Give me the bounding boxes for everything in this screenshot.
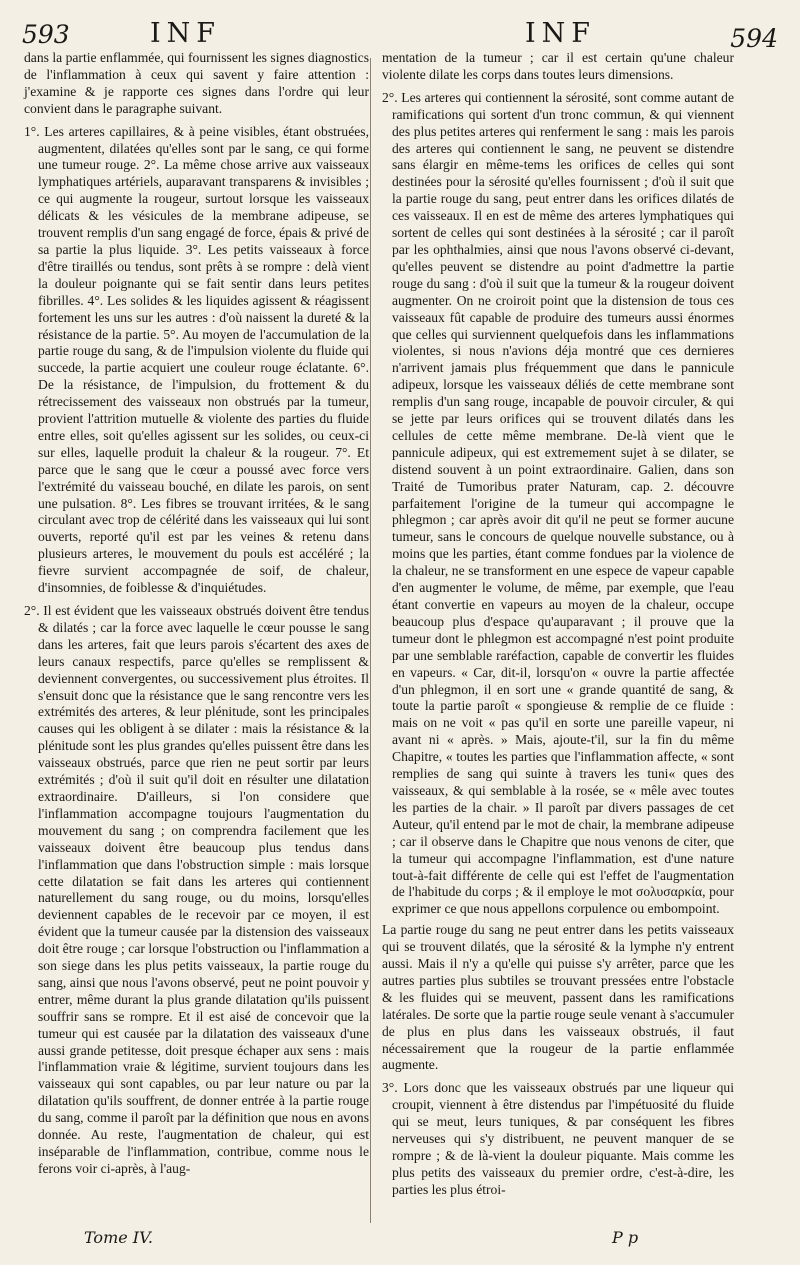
left-paragraph-1: 1°. Les arteres capillaires, & à peine visibles, étant obstruées, augmentent, dilatées qu'elles sont par le sang, ce qui forme une tumeur rouge. 2°. La même chose arrive aux vaisseaux lymphatiques artériels, auparavant transparens & invisibles ; ce qui augmente la rougeur, surtout lorsque les vaisseaux délicats & les vésicules de la membrane adipeuse, se trouvent remplis d'un sang engagé de force, épais & privé de sa partie la plus liquide. 3°. Les petits vaisseaux à force d'être tiraillés ou tendus, sont prêts à se rompre : delà vient la douleur poignante qui se fait sentir dans leurs petites fibrilles. 4°. Les solides & les liquides agissent & réagissent fortement les uns sur les autres : d'où naissent la dureté & la résistance de la partie. 5°. Au moyen de l'accumulation de la partie rouge du sang, & de l'impulsion violente du fluide qui succede, la partie acquiert une couleur rouge éclatante. 6°. De la résistance, de l'impulsion, du frottement & du rétrecissement des vaisseaux non obstrués par la tumeur, provient l'attrition mutuelle & violente des parties du fluide entre elles, soit qu'elles agissent sur les solides, ou ceux-ci sur elles, laquelle produit la chaleur & la rougeur. 7°. Et parce que le sang que le cœur a poussé avec force vers l'extrémité du vaisseau bouché, en dilate les parois, on sent une pulsation. 8°. Les fibres se trouvant irritées, & le sang circulant avec trop de célérité dans les vaisseaux qui lui sont ouverts, reporté qu'il est par les veines & retenu dans plusieurs arteres, le mouvement du pouls est accéléré ; la fievre survient accompagnée de soif, de chaleur, d'insomnies, de foiblesse & d'inquiétudes. <box>24 123 369 596</box>
column-divider <box>370 58 371 1223</box>
right-paragraph-continuation: mentation de la tumeur ; car il est certain qu'une chaleur violente dilate les corps dans toutes leurs dimensions. <box>382 50 734 82</box>
right-running-head: INF <box>525 18 597 49</box>
left-column <box>24 50 369 1182</box>
left-page-number: 593 <box>22 20 70 49</box>
signature-mark: P p <box>612 1228 639 1247</box>
left-paragraph-intro: dans la partie enflammée, qui fournissent les signes diagnostics de l'inflammation à ceux qui savent y faire attention : j'examine & je rapporte ces signes dans l'ordre qui leur convient dans le paragraphe suivant. <box>24 50 369 116</box>
right-paragraph-3: 3°. Lors donc que les vaisseaux obstrués par une liqueur qui croupit, viennent à être distendus par l'impétuosité du fluide qui se meut, leurs tuniques, & par conséquent les fibres nerveuses qui s'y distribuent, ne peuvent manquer de se rompre ; & de là-vient la douleur piquante. Mais comme les plus petits des vaisseaux du premier ordre, c'est-à-dire, les parties les plus étroi- <box>382 1080 734 1197</box>
volume-label: Tome IV. <box>84 1228 153 1247</box>
right-paragraph-2: 2°. Les arteres qui contiennent la sérosité, sont comme autant de ramifications qui sortent d'un tronc commun, & qui viennent des plus petites arteres qui renferment le sang : mais les parois des arteres qui contiennent le sang, ne peuvent se distendre sans élargir en même-tems les orifices de celles qui sont destinées pour la sérosité qu'elles fournissent ; d'où il suit que la partie rouge du sang, peut entrer dans les orifices dilatés de ces vaisseaux. Il en est de même des arteres lymphatiques qui sortent de celles qui sont destinées à la sérosité ; car il paroît par les ophthalmies, ainsi que nous l'avons observé ci-devant, qu'elles peuvent se distendre au point d'admettre la partie rouge du sang : d'où il suit que la tumeur & la rougeur doivent augmenter. On ne croiroit point que la distension de tous ces vaisseaux fût capable de produire des tumeurs aussi énormes que celles qui surviennent quelquefois dans les inflammations violentes, si nous n'avions déja montré que ces dernieres n'arrivent jamais plus fréquemment que dans le pannicule adipeux, lorsque les vaisseaux déliés de cette membrane sont remplis d'un sang rouge, incapable de pouvoir circuler, & qui se jette par leurs orifices qui se trouvent dilatés dans les cellules de cette même membrane. De-là vient que le pannicule adipeux, qui est extremement sujet à se dilater, se distend souvent à un point extraordinaire. Galien, dans son Traité de Tumoribus prater Naturam, cap. 2. découvre parfaitement l'origine de la tumeur qui accompagne le phlegmon ; car après avoir dit qu'il ne peut se former aucune tumeur, sans le concours de quelque nouvelle substance, ou à moins que les parties, étant comme fondues par la violence de la chaleur, ne se transforment en une espece de vapeur capable d'en augmenter le volume, de même, par exemple, que l'eau étant convertie en vapeurs au moyen de la chaleur, occupe beaucoup plus d'espace qu'auparavant ; il prouve que la tumeur dont le phlegmon est accompagné n'est point produite par une semblable raréfaction, capable de convertir les fluides en vapeurs. « Car, dit-il, lorsqu'on « ouvre la partie affectée d'un phlegmon, il en sort une « grande quantité de sang, & toute la partie paroît « spongieuse & remplie de ce fluide : mais on ne voit « pas qu'il en sorte une pareille vapeur, ni avant ni « après. » Mais, ajoute-t'il, sur la fin du même Chapitre, « toutes les parties que l'inflammation affecte, « sont remplies de sang qui suinte à travers les tuni« ques des vaisseaux, & qui semblable à la rosée, se « mêle avec toutes les parties de la chair. » Il paroît par divers passages de cet Auteur, qu'il entend par le mot de chair, la membrane adipeuse ; car il observe dans le Chapitre que nous venons de citer, que la tumeur qui accompagne l'inflammation, est d'une nature tout-à-fait différente de celle qui est l'effet de l'augmentation de l'habitude du corps ; & il employe le mot σολυσαρκία, pour exprimer ce que nous appellons corpulence ou embompoint. <box>382 89 734 917</box>
right-column <box>382 50 734 1203</box>
left-paragraph-2: 2°. Il est évident que les vaisseaux obstrués doivent être tendus & dilatés ; car la force avec laquelle le cœur pousse le sang dans les arteres, fait que leurs parois s'écartent des axes de leurs canaux respectifs, parce qu'elles se remplissent & deviennent convergentes, ou successivement plus étroites. Il s'ensuit donc que la résistance que le sang rencontre vers les extrémités des arteres, & leur plénitude, sont les principales causes qui les obligent à se dilater : mais la résistance & la plénitude sont les plus grandes qu'elles puissent être dans les vaisseaux obstrués, parce que rien ne peut sortir par leurs extrémités ; d'où il suit qu'il doit en résulter une dilatation extraordinaire. D'ailleurs, si l'on considere que l'inflammation accompagne toujours l'augmentation du mouvement du sang ; on comprendra facilement que les vaisseaux doivent être beaucoup plus tendus dans l'inflammation que dans l'obstruction simple : mais lorsque cette dilatation se fait dans les arteres qui contiennent naturellement du sang rouge, ou du moins, lorsqu'elles deviennent capables de le recevoir par ce moyen, il est évident que la tumeur causée par la distension des vaisseaux doit être rouge ; car lorsque l'obstruction ou l'inflammation a son siege dans les plus petits vaisseaux, la partie rouge du sang, ainsi que nous l'avons observé, peut ne point pouvoir y entrer, même durant la plus grande dilatation qu'ils puissent souffrir sans se rompre. Et il est aisé de concevoir que la tumeur qui est causée par la dilatation des vaisseaux d'une aussi grande petitesse, doit presque échaper aux sens : mais l'inflammation vraie & légitime, survient toujours dans les vaisseaux qui sont capables, ou par leur nature ou par la dilatation qu'ils souffrent, de donner entrée à la partie rouge du sang, comme il paroît par la définition que nous en avons donnée. Au reste, l'augmentation de chaleur, qui est inséparable de l'inflammation, contribue, comme nous le ferons voir ci-après, à l'aug- <box>24 603 369 1176</box>
left-running-head: INF <box>150 18 222 49</box>
right-page-number: 594 <box>730 24 778 53</box>
right-paragraph-red-part: La partie rouge du sang ne peut entrer dans les petits vaisseaux qui se trouvent dilatés, que la sérosité & la lymphe n'y entrent aussi. Mais il n'y a qu'elle qui puisse s'y arrêter, parce que les autres parties plus subtiles se trouvant pressées entre l'obstacle & les fluides qui se meuvent, passent dans les ramifications latérales. De sorte que la partie rouge seule venant à s'accumuler de plus en plus dans les vaisseaux obstrués, il faut nécessairement que la rougeur de la partie enflammée augmente. <box>382 922 734 1073</box>
